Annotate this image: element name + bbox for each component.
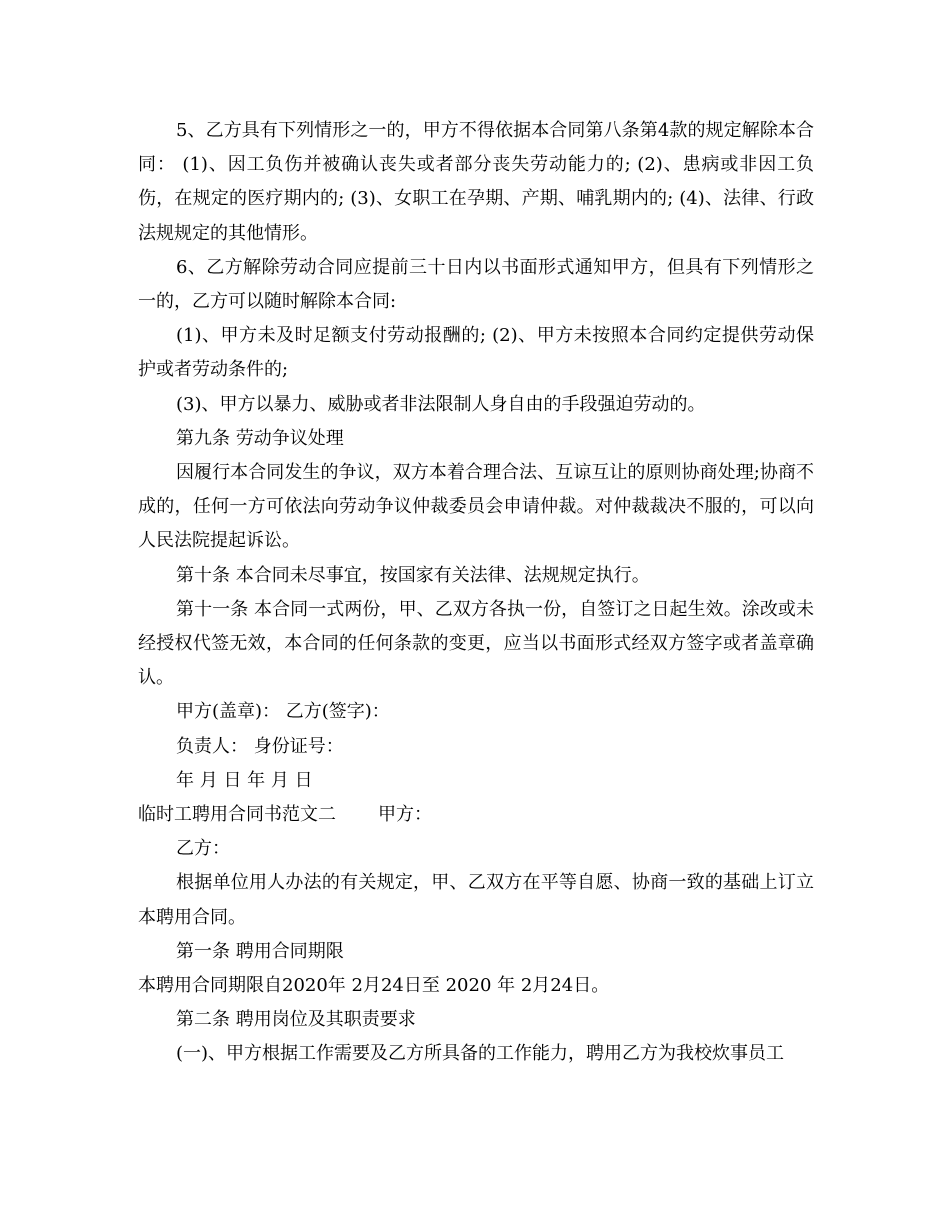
signature-date-line: 年 月 日 年 月 日 bbox=[176, 769, 313, 791]
paragraph-clause-6: 6、乙方解除劳动合同应提前三十日内以书面形式通知甲方，但具有下列情形之一的，乙方可以随时解除本合同: bbox=[138, 256, 814, 313]
paragraph-clause-6-item-1-2: (1)、甲方未及时足额支付劳动报酬的; (2)、甲方未按照本合同约定提供劳动保护或者劳动条件的; bbox=[138, 325, 814, 381]
signature-responsible-line: 负责人： 身份证号： bbox=[176, 735, 344, 757]
second-contract-party-b: 乙方： bbox=[176, 838, 230, 860]
heading-article-2: 第二条 聘用岗位及其职责要求 bbox=[176, 1009, 416, 1031]
paragraph-article-1: 本聘用合同期限自2020年 2月24日至 2020 年 2月24日。 bbox=[138, 975, 610, 997]
paragraph-article-11: 第十一条 本合同一式两份，甲、乙双方各执一份，自签订之日起生效。涂改或未经授权代签无效，本合同的任何条款的变更，应当以书面形式经双方签字或者盖章确认。 bbox=[138, 598, 814, 689]
second-contract-party-a: 甲方： bbox=[378, 804, 432, 826]
paragraph-article-10: 第十条 本合同未尽事宜，按国家有关法律、法规规定执行。 bbox=[176, 564, 650, 586]
second-contract-title: 临时工聘用合同书范文二 bbox=[138, 804, 336, 826]
paragraph-clause-6-item-3: (3)、甲方以暴力、威胁或者非法限制人身自由的手段强迫劳动的。 bbox=[176, 393, 706, 415]
paragraph-clause-5: 5、乙方具有下列情形之一的，甲方不得依据本合同第八条第4款的规定解除本合同： (1)、因工负伤并被确认丧失或者部分丧失劳动能力的; (2)、患病或非因工负伤，在规定的医疗期内的; (3)、女职工在孕期、产期、哺乳期内的; (4)、法律、行政法规规定的其他情形。 bbox=[138, 120, 814, 244]
paragraph-article-9: 因履行本合同发生的争议，双方本着合理合法、互谅互让的原则协商处理;协商不成的，任何一方可依法向劳动争议仲裁委员会申请仲裁。对仲裁裁决不服的，可以向人民法院提起诉讼。 bbox=[138, 462, 814, 552]
second-contract-title-line bbox=[138, 798, 814, 832]
heading-article-1: 第一条 聘用合同期限 bbox=[176, 940, 344, 962]
signature-party-line: 甲方(盖章)： 乙方(签字)： bbox=[176, 701, 390, 723]
document-body bbox=[138, 114, 814, 1072]
paragraph-article-2-item-1: (一)、甲方根据工作需要及乙方所具备的工作能力，聘用乙方为我校炊事员工 bbox=[176, 1043, 785, 1065]
heading-article-9: 第九条 劳动争议处理 bbox=[176, 427, 344, 449]
second-contract-preamble: 根据单位用人办法的有关规定，甲、乙双方在平等自愿、协商一致的基础上订立本聘用合同。 bbox=[138, 872, 814, 928]
